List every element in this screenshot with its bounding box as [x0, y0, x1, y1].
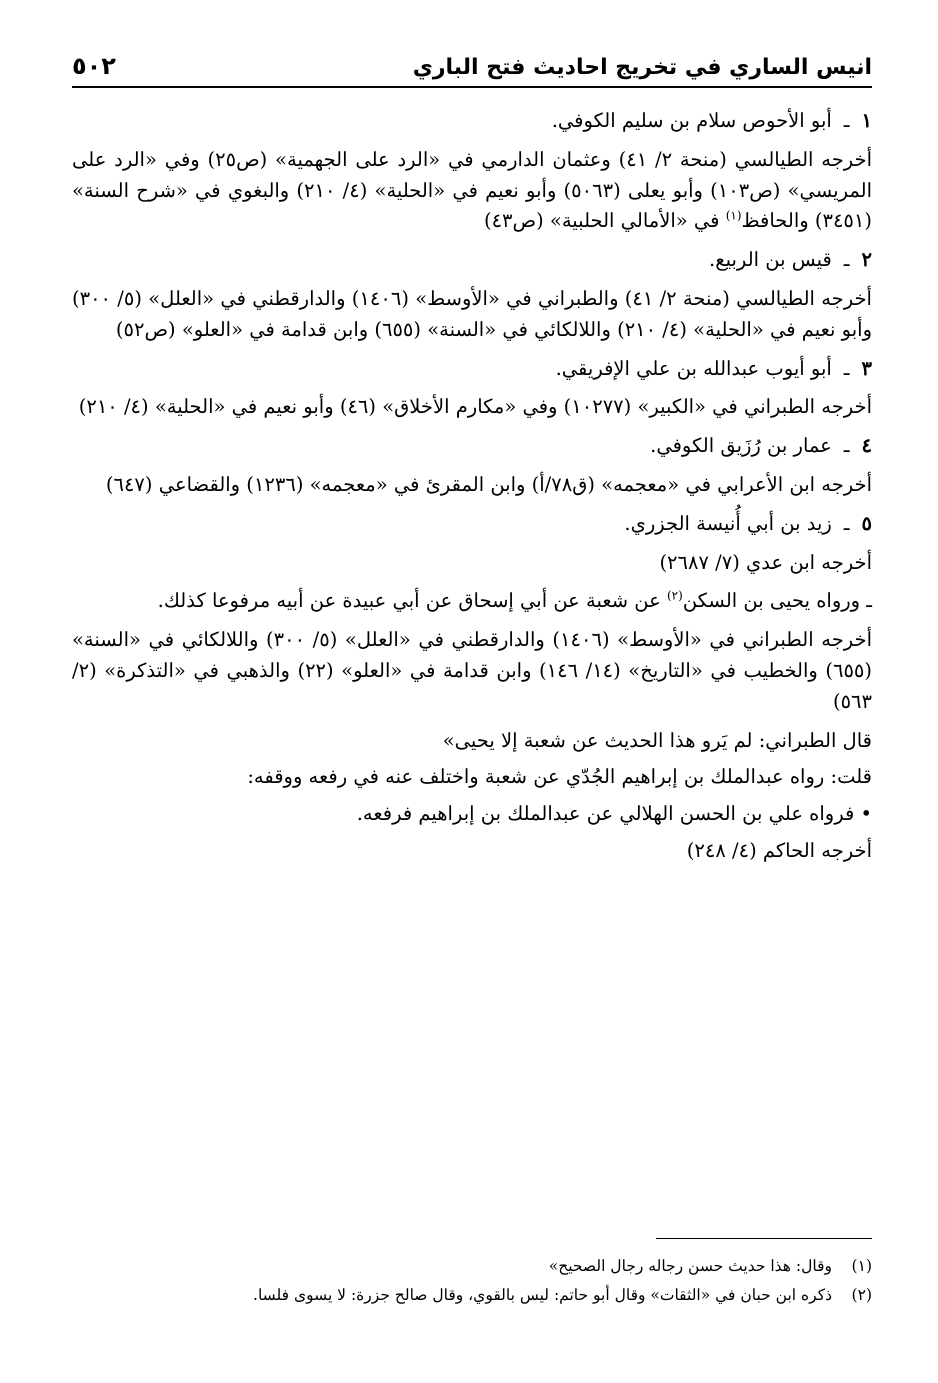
riwaya-paragraph [72, 586, 872, 617]
footnote [72, 1281, 872, 1310]
footnote-text: ذكره ابن حبان في «الثقات» وقال أبو حاتم: ليس بالقوي، وقال صالح جزرة: لا يسوى فلسا. [253, 1286, 832, 1305]
footnote [72, 1252, 872, 1281]
narrator-name: عمار بن رُزَيق الكوفي. [650, 434, 832, 458]
narrator-name: أبو أيوب عبدالله بن علي الإفريقي. [555, 356, 832, 380]
footnote-mark[interactable]: (٢) [666, 588, 683, 603]
page-number: ٥٠٢ [72, 52, 116, 80]
tabarani-quote: قال الطبراني: لم يَرو هذا الحديث عن شعبة إلا يحيى» [442, 728, 872, 752]
page-header [72, 40, 872, 88]
entry-dash: ـ [843, 248, 850, 272]
entry-title [72, 354, 872, 385]
takhrij-text: أخرجه الطيالسي (منحة ٢/ ٤١) وعثمان الدارمي في «الرد على الجهمية» (ص٢٥) وفي «الرد على المريسي» (ص١٠٣) وأبو يعلى (٥٠٦٣) وأبو نعيم في «الحلية» (٤/ ٢١٠) والبغوي في «شرح السنة» (٣٤٥١) والحافظ [72, 147, 872, 233]
riwaya-text: ـ ورواه يحيى بن السكن [682, 589, 872, 613]
entry-dash: ـ [843, 356, 850, 380]
page-body [72, 106, 872, 867]
entry-dash: ـ [843, 109, 850, 132]
riwaya-text-continued: عن شعبة عن أبي إسحاق عن أبي عبيدة عن أبيه مرفوعا كذلك. [157, 589, 667, 613]
footnote-text: وقال: هذا حديث حسن رجاله رجال الصحيح» [548, 1257, 832, 1275]
footnote-number: (١) [851, 1257, 872, 1275]
takhrij-paragraph: أخرجه ابن الأعرابي في «معجمه» (ق٧٨/أ) وابن المقرئ في «معجمه» (١٢٣٦) والقضاعي (٦٤٧) [105, 472, 872, 496]
takhrij-paragraph: أخرجه ابن عدي (٧/ ٢٦٨٧) [659, 550, 872, 574]
narrator-name: قيس بن الربيع. [709, 248, 832, 272]
entry-number: ٤ [861, 434, 872, 458]
takhrij-paragraph: أخرجه الطبراني في «الكبير» (١٠٢٧٧) وفي «مكارم الأخلاق» (٤٦) وأبو نعيم في «الحلية» (٤/ ٢١٠) [78, 395, 872, 419]
entry-number: ١ [861, 109, 872, 132]
takhrij-paragraph: أخرجه الطبراني في «الأوسط» (١٤٠٦) والدارقطني في «العلل» (٥/ ٣٠٠) واللالكائي في «السنة» (٦٥٥) والخطيب في «التاريخ» (١٤/ ١٤٦) وابن قدامة في «العلو» (٢٢) والذهبي في «التذكرة» (٢/ ٥٦٣) [72, 628, 873, 713]
narrator-name: أبو الأحوص سلام بن سليم الكوفي. [551, 109, 832, 132]
footnote-separator [656, 1238, 872, 1239]
footnote-mark[interactable]: (١) [725, 208, 742, 223]
hakim-takhrij: أخرجه الحاكم (٤/ ٢٤٨) [686, 838, 872, 862]
entry-title [72, 431, 872, 462]
entry-dash: ـ [843, 511, 850, 535]
entry-title [72, 106, 872, 137]
footnote-number: (٢) [851, 1286, 872, 1305]
entry-number: ٥ [861, 511, 872, 535]
entry-dash: ـ [843, 434, 850, 458]
entry-title [72, 509, 872, 540]
entry-number: ٢ [861, 248, 872, 272]
takhrij-text-continued: في «الأمالي الحلبية» (ص٤٣) [483, 209, 726, 233]
takhrij-paragraph: أخرجه الطيالسي (منحة ٢/ ٤١) والطبراني في «الأوسط» (١٤٠٦) والدارقطني في «العلل» (٥/ ٣٠٠) وأبو نعيم في «الحلية» (٤/ ٢١٠) واللالكائي في «السنة» (٦٥٥) وابن قدامة في «العلو» (ص٥٢) [72, 286, 872, 341]
running-title: انيس الساري في تخريج احاديث فتح الباري [412, 55, 872, 80]
entry-title [72, 245, 872, 276]
bullet-item: • فرواه علي بن الحسن الهلالي عن عبدالملك بن إبراهيم فرفعه. [356, 802, 872, 826]
takhrij-paragraph [72, 145, 872, 237]
entry-number: ٣ [861, 356, 872, 380]
narrator-name: زيد بن أبي أُنيسة الجزري. [624, 511, 832, 535]
author-note: قلت: رواه عبدالملك بن إبراهيم الجُدّي عن شعبة واختلف عنه في رفعه ووقفه: [247, 765, 872, 789]
footnotes [72, 1252, 872, 1311]
